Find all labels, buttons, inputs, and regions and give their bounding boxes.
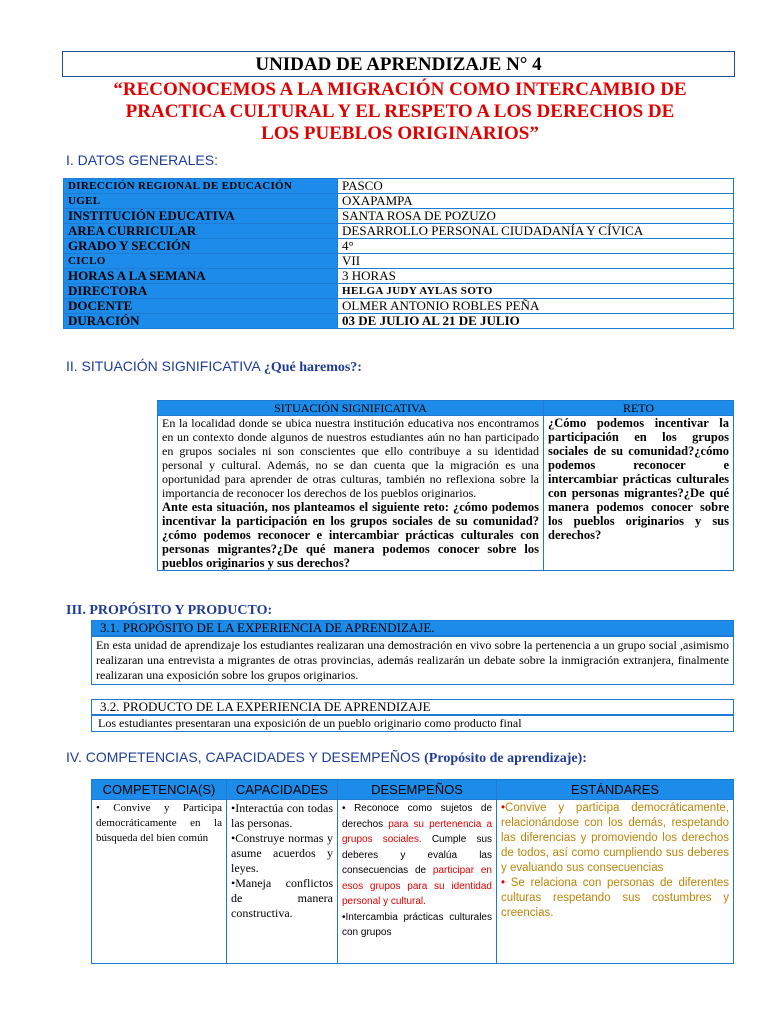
general-data-value: 3 HORAS bbox=[338, 269, 734, 284]
general-data-value: SANTA ROSA DE POZUZO bbox=[338, 209, 734, 224]
section-2-title-main: II. SITUACIÓN SIGNIFICATIVA bbox=[66, 358, 264, 374]
bullet-icon: • bbox=[342, 803, 346, 814]
capacidad-item: •Maneja conflictos de manera constructiva. bbox=[231, 876, 333, 920]
challenge-header: RETO bbox=[544, 401, 734, 416]
situation-table bbox=[157, 400, 734, 571]
unit-subtitle bbox=[60, 79, 740, 145]
competencia-cell bbox=[92, 800, 227, 964]
product-text: Los estudiantes presentaran una exposición de un pueblo originario como producto final bbox=[91, 715, 734, 732]
estandares-header: ESTÁNDARES bbox=[497, 780, 734, 800]
bullet-icon: • bbox=[231, 831, 236, 845]
general-data-key: DIRECCIÓN REGIONAL DE EDUCACIÓN bbox=[64, 179, 338, 194]
situation-cell bbox=[158, 416, 544, 571]
bullet-icon: • bbox=[501, 877, 506, 889]
subtitle-line-3: LOS PUEBLOS ORIGINARIOS” bbox=[261, 123, 539, 144]
general-data-key: GRADO Y SECCIÓN bbox=[64, 239, 338, 254]
estandar-item: •Convive y participa democráticamente, relacionándose con los demás, respetando las diferencias y promoviendo los derechos de todos, así como cumpliendo sus deberes y evaluando sus consecuencias bbox=[501, 802, 729, 874]
section-4-title-purpose: (Propósito de aprendizaje): bbox=[424, 751, 587, 766]
general-data-row bbox=[64, 194, 734, 209]
product-header: 3.2. PRODUCTO DE LA EXPERIENCIA DE APRENDIZAJE bbox=[91, 699, 734, 715]
estandar-item: • Se relaciona con personas de diferentes culturas respetando sus costumbres y creencias. bbox=[501, 877, 729, 919]
general-data-value: OXAPAMPA bbox=[338, 194, 734, 209]
competencies-table bbox=[91, 779, 734, 964]
general-data-row bbox=[64, 299, 734, 314]
general-data-value: DESARROLLO PERSONAL CIUDADANÍA Y CÍVICA bbox=[338, 224, 734, 239]
situation-text: En la localidad donde se ubica nuestra institución educativa nos encontramos en un contexto donde algunos de nuestros estudiantes aún no han participado en grupos sociales ni son conscientes que ello contribuye a su identidad personal y cultural. Además, no se dan cuenta que la migración es una oportunidad para aprender de otras culturas, también no reflexiona sobre la importancia de reconocer los derechos de los pueblos originarios. bbox=[162, 416, 539, 500]
purpose-text: En esta unidad de aprendizaje los estudiantes realizaran una demostración en vivo sobre la pertenencia a un grupo social ,asimismo realizaran una entrevista a migrantes de otras provincias, además realizarán un debate sobre la inmigración extranjera, finalmente realizaran una exposición sobre los grupos originarios. bbox=[91, 636, 734, 685]
situation-header: SITUACIÓN SIGNIFICATIVA bbox=[158, 401, 544, 416]
purpose-header: 3.1. PROPÓSITO DE LA EXPERIENCIA DE APRENDIZAJE. bbox=[91, 620, 734, 636]
bullet-icon: • bbox=[231, 801, 236, 815]
general-data-row bbox=[64, 179, 734, 194]
bullet-icon: • bbox=[501, 802, 506, 814]
desempenos-header: DESEMPEÑOS bbox=[338, 780, 497, 800]
section-4-title-main: IV. COMPETENCIAS, CAPACIDADES Y DESEMPEÑOS bbox=[66, 749, 425, 765]
section-2-title-question: ¿Qué haremos?: bbox=[263, 360, 362, 375]
general-data-key: CICLO bbox=[64, 254, 338, 269]
capacidad-item: •Interactúa con todas las personas. bbox=[231, 801, 333, 830]
general-data-key: DIRECTORA bbox=[64, 284, 338, 299]
section-4-title bbox=[66, 749, 587, 767]
capacidades-header: CAPACIDADES bbox=[227, 780, 338, 800]
desempeno-item: • Reconoce como sujetos de derechos para su pertenencia a grupos sociales. Cumple sus deberes y evalúa las consecuencias de participar en esos grupos para su identidad personal y cultural. bbox=[342, 803, 493, 907]
section-1-title: I. DATOS GENERALES: bbox=[66, 152, 218, 168]
challenge-cell: ¿Cómo podemos incentivar la participación en los grupos sociales de su comunidad?¿cómo podemos reconocer e intercambiar prácticas culturales con personas migrantes?¿De qué manera podemos conocer sobre los pueblos originarios y sus derechos? bbox=[544, 416, 734, 571]
bullet-icon: • bbox=[96, 802, 100, 814]
subtitle-line-1: “RECONOCEMOS A LA MIGRACIÓN COMO INTERCAMBIO DE bbox=[113, 79, 687, 100]
general-data-key: INSTITUCIÓN EDUCATIVA bbox=[64, 209, 338, 224]
general-data-row bbox=[64, 224, 734, 239]
unit-title: UNIDAD DE APRENDIZAJE N° 4 bbox=[62, 51, 735, 77]
general-data-row bbox=[64, 254, 734, 269]
general-data-value: OLMER ANTONIO ROBLES PEÑA bbox=[338, 299, 734, 314]
desempeno-item: •Intercambia prácticas culturales con grupos bbox=[342, 911, 492, 938]
capacidad-item: •Construye normas y asume acuerdos y leyes. bbox=[231, 831, 333, 875]
general-data-row bbox=[64, 284, 734, 299]
general-data-key: DURACIÓN bbox=[64, 314, 338, 329]
subtitle-line-2: PRACTICA CULTURAL Y EL RESPETO A LOS DERECHOS DE bbox=[125, 101, 675, 122]
competencia-text: Convive y Participa democráticamente en la búsqueda del bien común bbox=[96, 802, 222, 844]
competencia-header: COMPETENCIA(S) bbox=[92, 780, 227, 800]
general-data-value: 03 DE JULIO AL 21 DE JULIO bbox=[338, 314, 734, 329]
bullet-icon: • bbox=[342, 911, 346, 923]
estandares-cell bbox=[497, 800, 734, 964]
general-data-value: PASCO bbox=[338, 179, 734, 194]
general-data-value: 4° bbox=[338, 239, 734, 254]
general-data-row bbox=[64, 269, 734, 284]
desempenos-cell bbox=[338, 800, 497, 964]
section-2-title bbox=[66, 358, 362, 376]
general-data-key: AREA CURRICULAR bbox=[64, 224, 338, 239]
general-data-row bbox=[64, 314, 734, 329]
general-data-row bbox=[64, 209, 734, 224]
capacidades-cell bbox=[227, 800, 338, 964]
bullet-icon: • bbox=[231, 876, 236, 890]
general-data-value: VII bbox=[338, 254, 734, 269]
section-3-title: III. PROPÓSITO Y PRODUCTO: bbox=[66, 603, 273, 618]
general-data-row bbox=[64, 239, 734, 254]
general-data-table bbox=[63, 178, 734, 329]
general-data-key: UGEL bbox=[64, 194, 338, 209]
general-data-key: HORAS A LA SEMANA bbox=[64, 269, 338, 284]
general-data-value: HELGA JUDY AYLAS SOTO bbox=[338, 284, 734, 299]
general-data-key: DOCENTE bbox=[64, 299, 338, 314]
situation-bold-text: Ante esta situación, nos planteamos el siguiente reto: ¿cómo podemos incentivar la participación en los grupos sociales de su comunidad?¿cómo podemos reconocer e intercambiar prácticas culturales con personas migrantes?¿De qué manera podemos conocer sobre los pueblos originarios y sus derechos? bbox=[162, 500, 539, 570]
